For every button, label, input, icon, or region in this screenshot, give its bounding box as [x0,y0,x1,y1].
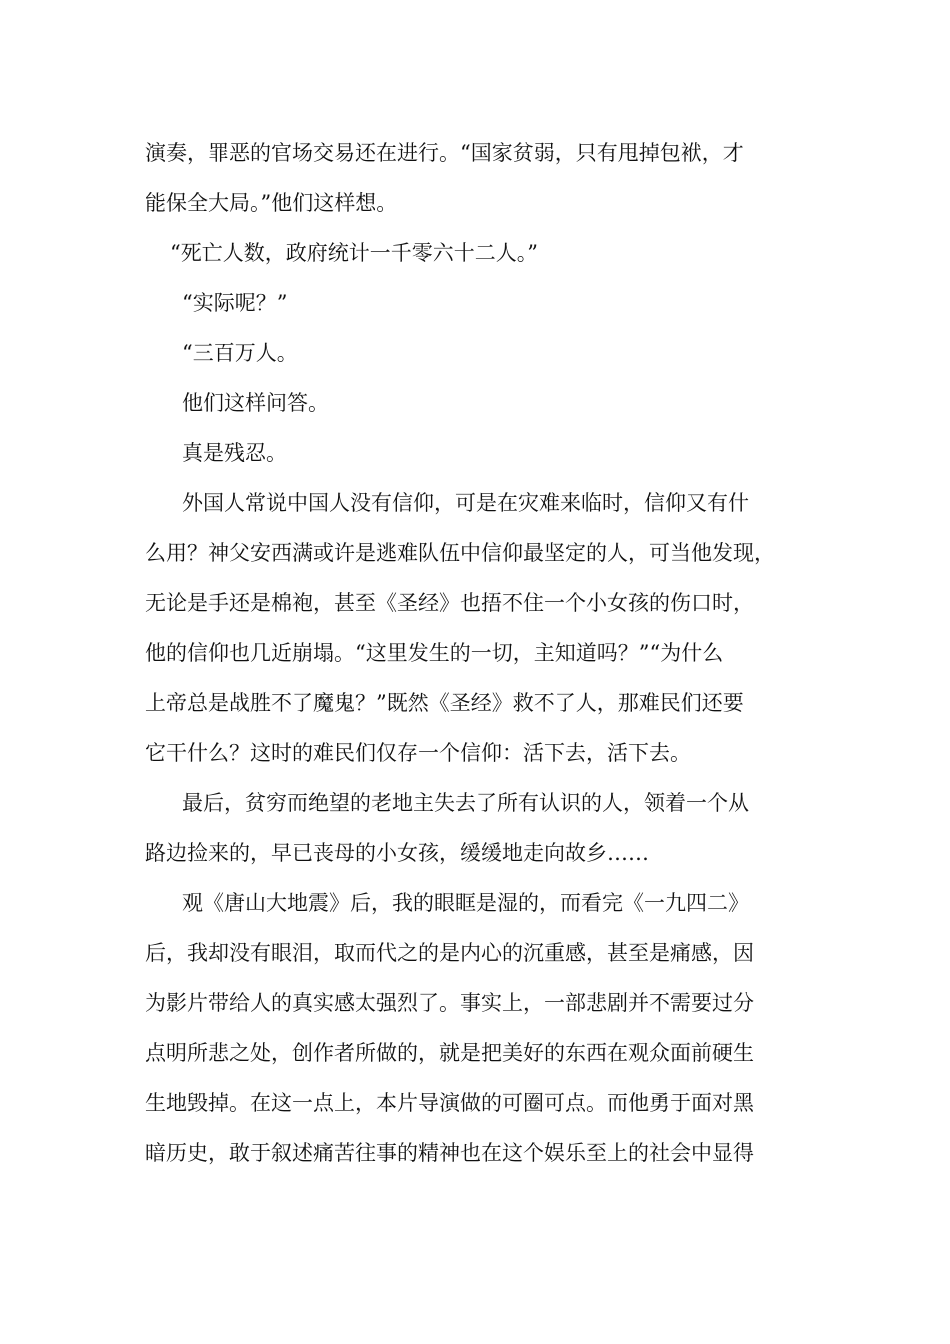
text-line: 为影片带给人的真实感太强烈了。事实上，一部悲剧并不需要过分 [145,991,754,1015]
text-line: 观《唐山大地震》后，我的眼眶是湿的，而看完《一九四二》 [182,891,749,915]
text-line: 暗历史，敢于叙述痛苦往事的精神也在这个娱乐至上的社会中显得 [145,1141,754,1165]
text-line: 他们这样问答。 [182,391,329,415]
text-line: “实际呢？” [182,291,288,315]
text-line: 能保全大局。”他们这样想。 [145,191,398,215]
text-line: 点明所悲之处，创作者所做的，就是把美好的东西在观众面前硬生 [145,1041,754,1065]
text-line: 生地毁掉。在这一点上，本片导演做的可圈可点。而他勇于面对黑 [145,1091,754,1115]
text-line: “三百万人。 [182,341,298,365]
text-line: 他的信仰也几近崩塌。“这里发生的一切，主知道吗？”“为什么 [145,641,724,665]
text-line: 真是残忍。 [182,441,287,465]
text-line: 后，我却没有眼泪，取而代之的是内心的沉重感，甚至是痛感，因 [145,941,754,965]
text-line: 么用？神父安西满或许是逃难队伍中信仰最坚定的人，可当他发现， [145,541,775,565]
text-line: 路边捡来的，早已丧母的小女孩，缓缓地走向故乡…… [145,841,649,865]
text-line: “死亡人数，政府统计一千零六十二人。” [170,241,538,265]
text-line: 无论是手还是棉袍，甚至《圣经》也捂不住一个小女孩的伤口时， [145,591,754,615]
text-line: 演奏，罪恶的官场交易还在进行。“国家贫弱，只有甩掉包袱，才 [145,141,744,165]
text-line: 外国人常说中国人没有信仰，可是在灾难来临时，信仰又有什 [182,491,749,515]
text-line: 最后，贫穷而绝望的老地主失去了所有认识的人，领着一个从 [182,791,749,815]
text-line: 它干什么？这时的难民们仅存一个信仰：活下去，活下去。 [145,741,691,765]
text-line: 上帝总是战胜不了魔鬼？”既然《圣经》救不了人，那难民们还要 [145,691,744,715]
